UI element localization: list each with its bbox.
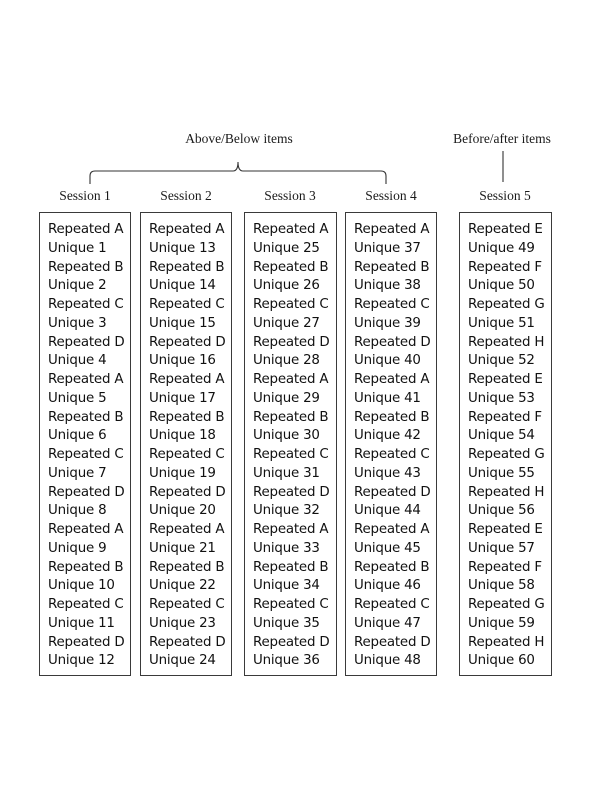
list-item: Repeated C [149, 597, 225, 612]
list-item: Unique 43 [354, 465, 421, 481]
list-item: Repeated F [468, 559, 542, 575]
list-item: Unique 16 [149, 353, 216, 369]
list-item: Unique 25 [253, 240, 320, 256]
list-item: Repeated G [468, 447, 545, 462]
list-item: Repeated B [48, 409, 124, 425]
list-item: Repeated C [354, 297, 430, 312]
list-item: Unique 13 [149, 240, 216, 256]
list-item: Unique 8 [48, 503, 107, 519]
list-item: Repeated C [149, 297, 225, 312]
list-item: Unique 29 [253, 390, 320, 406]
list-item: Repeated B [354, 409, 430, 425]
list-item: Unique 55 [468, 465, 535, 481]
list-item: Repeated A [354, 522, 430, 537]
list-item: Unique 31 [253, 465, 320, 481]
list-item: Repeated C [354, 447, 430, 462]
list-item: Unique 45 [354, 540, 421, 556]
list-item: Unique 60 [468, 653, 535, 669]
list-item: Unique 23 [149, 615, 216, 631]
list-item: Unique 42 [354, 428, 421, 444]
list-item: Unique 26 [253, 278, 320, 294]
list-item: Unique 6 [48, 428, 107, 444]
list-item: Unique 57 [468, 540, 535, 556]
list-item: Unique 37 [354, 240, 421, 256]
list-item: Unique 18 [149, 428, 216, 444]
list-item: Unique 53 [468, 390, 535, 406]
list-item: Repeated A [48, 522, 124, 537]
list-item: Repeated A [48, 372, 124, 387]
list-item: Unique 38 [354, 278, 421, 294]
list-item: Unique 56 [468, 503, 535, 519]
list-item: Unique 34 [253, 578, 320, 594]
list-item: Unique 36 [253, 653, 320, 669]
list-item: Unique 32 [253, 503, 320, 519]
session-3-label: Session 3 [264, 188, 316, 203]
list-item: Unique 22 [149, 578, 216, 594]
list-item: Repeated H [468, 634, 545, 650]
list-item: Unique 14 [149, 278, 216, 294]
list-item: Unique 28 [253, 353, 320, 369]
list-item: Unique 49 [468, 240, 535, 256]
list-item: Repeated C [253, 447, 329, 462]
list-item: Repeated F [468, 409, 542, 425]
list-item: Unique 11 [48, 615, 115, 631]
list-item: Repeated A [354, 222, 430, 237]
session-5-list [459, 212, 552, 676]
list-item: Unique 5 [48, 390, 107, 406]
above-below-label: Above/Below items [185, 131, 293, 146]
list-item: Repeated D [253, 334, 330, 350]
list-item: Unique 4 [48, 353, 107, 369]
list-item: Repeated D [354, 334, 431, 350]
list-item: Repeated B [354, 559, 430, 575]
list-item: Repeated B [149, 559, 225, 575]
list-item: Repeated D [253, 634, 330, 650]
session-3-list [244, 212, 337, 676]
list-item: Repeated A [149, 222, 225, 237]
list-item: Repeated A [253, 522, 329, 537]
list-item: Unique 27 [253, 315, 320, 331]
list-item: Unique 7 [48, 465, 107, 481]
list-item: Repeated A [149, 522, 225, 537]
list-item: Repeated H [468, 484, 545, 500]
list-item: Unique 3 [48, 315, 107, 331]
list-item: Repeated B [253, 559, 329, 575]
list-item: Repeated D [149, 634, 226, 650]
list-item: Repeated C [48, 597, 124, 612]
list-item: Repeated B [354, 259, 430, 275]
list-item: Repeated H [468, 334, 545, 350]
list-item: Repeated G [468, 297, 545, 312]
list-item: Unique 10 [48, 578, 115, 594]
list-item: Unique 19 [149, 465, 216, 481]
list-item: Repeated D [48, 484, 125, 500]
list-item: Repeated E [468, 222, 543, 237]
session-2-label: Session 2 [160, 188, 212, 203]
list-item: Unique 54 [468, 428, 535, 444]
list-item: Unique 15 [149, 315, 216, 331]
list-item: Repeated D [253, 484, 330, 500]
list-item: Repeated A [253, 222, 329, 237]
list-item: Unique 48 [354, 653, 421, 669]
list-item: Repeated A [48, 222, 124, 237]
list-item: Repeated B [48, 259, 124, 275]
list-item: Repeated B [253, 259, 329, 275]
list-item: Repeated G [468, 597, 545, 612]
list-item: Repeated B [149, 409, 225, 425]
list-item: Repeated A [149, 372, 225, 387]
list-item: Repeated C [253, 297, 329, 312]
before-after-label: Before/after items [453, 131, 551, 146]
list-item: Repeated D [354, 484, 431, 500]
list-item: Repeated E [468, 522, 543, 537]
list-item: Repeated B [48, 559, 124, 575]
session-1-list [39, 212, 131, 676]
list-item: Repeated F [468, 259, 542, 275]
list-item: Unique 12 [48, 653, 115, 669]
session-4-list [345, 212, 437, 676]
session-4-label: Session 4 [365, 188, 417, 203]
list-item: Unique 39 [354, 315, 421, 331]
list-item: Repeated A [253, 372, 329, 387]
list-item: Unique 1 [48, 240, 107, 256]
list-item: Unique 30 [253, 428, 320, 444]
list-item: Repeated C [354, 597, 430, 612]
list-item: Unique 41 [354, 390, 421, 406]
list-item: Unique 51 [468, 315, 535, 331]
list-item: Repeated B [253, 409, 329, 425]
list-item: Repeated B [149, 259, 225, 275]
list-item: Unique 44 [354, 503, 421, 519]
session-5-label: Session 5 [479, 188, 531, 203]
list-item: Unique 21 [149, 540, 216, 556]
list-item: Unique 9 [48, 540, 107, 556]
list-item: Unique 35 [253, 615, 320, 631]
list-item: Unique 33 [253, 540, 320, 556]
list-item: Repeated D [48, 334, 125, 350]
list-item: Unique 17 [149, 390, 216, 406]
list-item: Repeated D [354, 634, 431, 650]
list-item: Repeated D [149, 334, 226, 350]
list-item: Unique 24 [149, 653, 216, 669]
list-item: Repeated D [48, 634, 125, 650]
above-below-brace [90, 162, 386, 184]
list-item: Unique 52 [468, 353, 535, 369]
list-item: Unique 58 [468, 578, 535, 594]
list-item: Repeated A [354, 372, 430, 387]
list-item: Repeated C [48, 297, 124, 312]
session-1-label: Session 1 [59, 188, 111, 203]
list-item: Unique 2 [48, 278, 107, 294]
list-item: Unique 50 [468, 278, 535, 294]
session-2-list [140, 212, 232, 676]
list-item: Unique 20 [149, 503, 216, 519]
list-item: Unique 47 [354, 615, 421, 631]
list-item: Unique 59 [468, 615, 535, 631]
list-item: Unique 46 [354, 578, 421, 594]
list-item: Repeated D [149, 484, 226, 500]
list-item: Repeated E [468, 372, 543, 387]
list-item: Repeated C [253, 597, 329, 612]
list-item: Repeated C [149, 447, 225, 462]
list-item: Unique 40 [354, 353, 421, 369]
list-item: Repeated C [48, 447, 124, 462]
